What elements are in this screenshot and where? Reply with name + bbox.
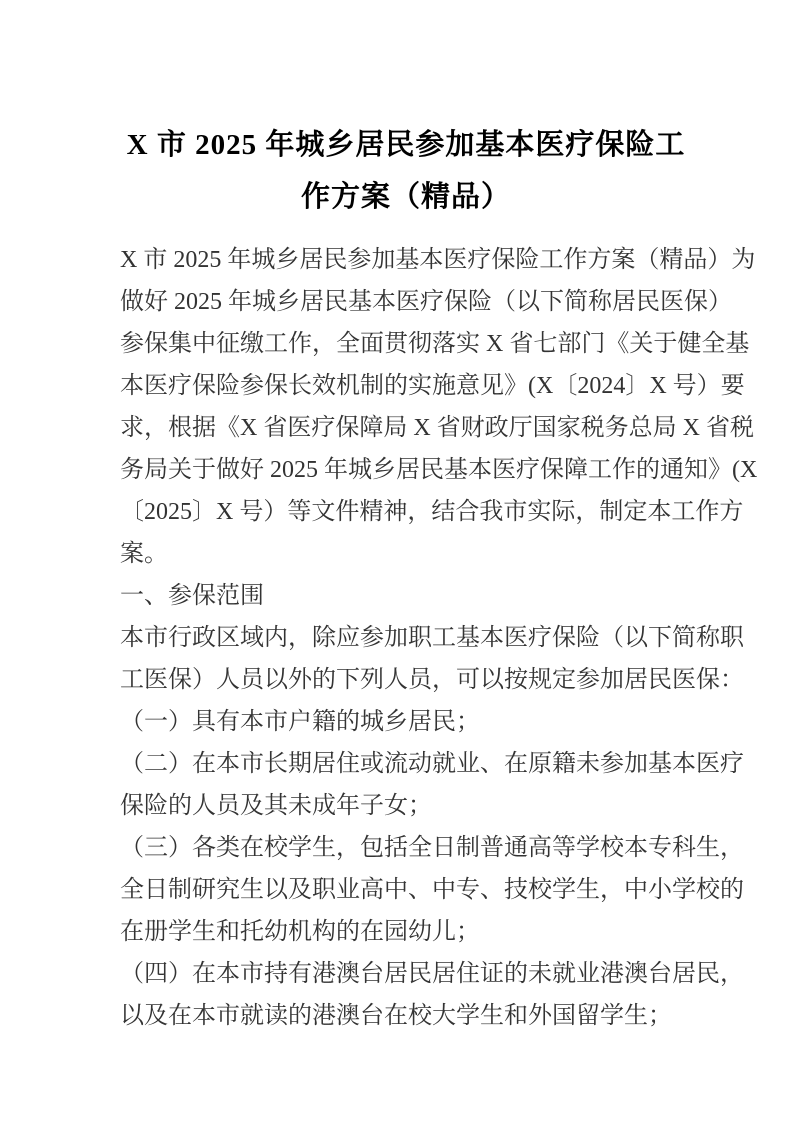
text-line: 本医疗保险参保长效机制的实施意见》(X〔2024〕X 号）要 — [120, 373, 745, 399]
text-line: 在册学生和托幼机构的在园幼儿； — [120, 919, 480, 945]
text-line: （四）在本市持有港澳台居民居住证的未就业港澳台居民， — [120, 961, 744, 987]
item-3-paragraph — [120, 827, 744, 953]
text-line: 保险的人员及其未成年子女； — [120, 793, 432, 819]
text-line: X 市 2025 年城乡居民参加基本医疗保险工作方案（精品）为 — [120, 247, 756, 273]
document-body — [120, 239, 758, 1037]
text-line: 以及在本市就读的港澳台在校大学生和外国留学生； — [120, 1003, 672, 1029]
section-heading-scope — [120, 575, 692, 617]
title-line: X 市 2025 年城乡居民参加基本医疗保险工 — [126, 129, 686, 161]
text-line: 务局关于做好 2025 年城乡居民基本医疗保障工作的通知》(X — [120, 457, 758, 483]
title-line: 作方案（精品） — [300, 181, 511, 213]
text-line: （一）具有本市户籍的城乡居民； — [120, 709, 480, 735]
document-content — [120, 119, 758, 1037]
text-line: 全日制研究生以及职业高中、中专、技校学生，中小学校的 — [120, 877, 744, 903]
text-line: （三）各类在校学生，包括全日制普通高等学校本专科生， — [120, 835, 744, 861]
text-line: 求，根据《X 省医疗保障局 X 省财政厅国家税务总局 X 省税 — [120, 415, 754, 441]
item-2-paragraph — [120, 743, 744, 827]
scope-paragraph — [120, 617, 744, 701]
text-line: （二）在本市长期居住或流动就业、在原籍未参加基本医疗 — [120, 751, 744, 777]
text-line: 参保集中征缴工作，全面贯彻落实 X 省七部门《关于健全基 — [120, 331, 750, 357]
text-line: 工医保）人员以外的下列人员，可以按规定参加居民医保： — [120, 667, 744, 693]
intro-paragraph — [120, 239, 758, 575]
text-line: 〔2025〕X 号）等文件精神，结合我市实际，制定本工作方 — [120, 499, 744, 525]
text-line: 案。 — [120, 541, 168, 567]
document-title — [120, 119, 692, 223]
section-heading-line: 一、参保范围 — [120, 583, 264, 609]
text-line: 本市行政区域内，除应参加职工基本医疗保险（以下简称职 — [120, 625, 744, 651]
text-line: 做好 2025 年城乡居民基本医疗保险（以下简称居民医保） — [120, 289, 732, 315]
item-1-paragraph — [120, 701, 692, 743]
item-4-paragraph — [120, 953, 744, 1037]
